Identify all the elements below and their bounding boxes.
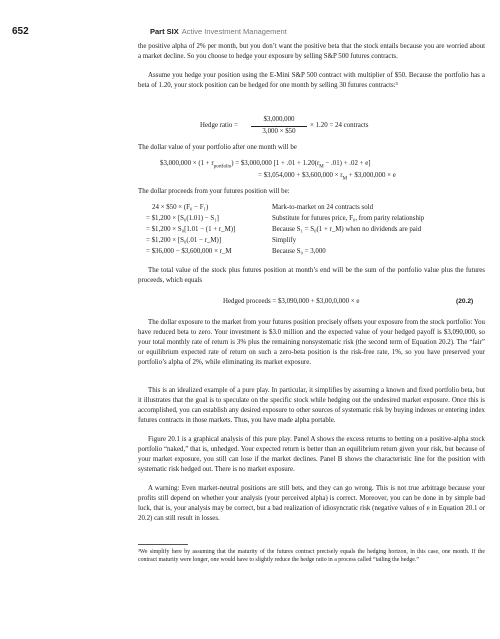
page-number: 652 — [12, 26, 29, 37]
hedge-ratio-rhs: × 1.20 = 24 contracts — [310, 122, 369, 129]
paragraph-dollar-exposure: The dollar exposure to the market from your futures position precisely offsets your exposure from the stock portfolio: You have reduced beta to zero. Your investment is $3.0 million and the expected value of your hedged payoff is $3,090,000, so your total monthly rate of return is 3% plus the remaining nonsystematic risk (the second term of Equation 20.2). The “fair” or equilibrium expected rate of return on such a zero-beta position is the risk-free rate, 1%, so you have preserved your portfolio’s alpha of 2%, while eliminating its market exposure. — [138, 319, 485, 366]
portfolio-eq-line2: = $3,054,000 + $3,600,000 × $r_M$ + $3,000,000 × e — [258, 172, 396, 182]
paragraph-figure-reference: Figure 20.1 is a graphical analysis of this pure play. Panel A shows the excess returns to betting on a positive-alpha stock portfolio “naked,” that is, unhedged. Your expected return is better than an equilibrium return given your risk, but because of your market exposure, you still can lose if the market declines. Panel B shows the characteristic line for the position with systematic risk hedged out. There is no market exposure. — [138, 436, 485, 473]
equation-number: (20.2) — [456, 298, 474, 305]
derivation-left: 24 × $50 × (F₀ − F₁) — [152, 204, 209, 211]
fraction-bar — [251, 126, 307, 127]
paragraph-intro: the positive alpha of 2% per month, but you don’t want the positive beta that the stock entails because you are worried about a market decline. So you choose to hedge your exposure by selling S&P 500 futures contracts. — [138, 43, 485, 60]
paragraph-warning: A warning: Even market-neutral positions are still bets, and they can go wrong. This is not true arbitrage because your profits still depend on whether your analysis (your perceived alpha) is correct. Moreover, you can be done in by simple bad luck, that is, your analysis may be correct, but a bad realization of idiosyncratic risk (negative values of e in Equation 20.1 or 20.2) can still result in losses. — [138, 485, 485, 522]
derivation-left: = $1,200 × S₀[1.01 − (1 + r_M)] — [146, 226, 236, 233]
derivation-right: Because S₁ = S₀(1 + r_M) when no dividends are paid — [272, 226, 422, 233]
paragraph-hedge-setup: Assume you hedge your position using the E-Mini S&P 500 contract with multiplier of $50. Because the portfolio has a beta of 1.20, your stock position can be hedged for one month by selling 30 futures contracts:³ — [138, 72, 485, 89]
paragraph-total-value: The total value of the stock plus futures position at month’s end will be the sum of the portfolio value plus the futures proceeds, which equals — [138, 267, 485, 284]
paragraph-futures-proceeds: The dollar proceeds from your futures position will be: — [138, 188, 290, 195]
footnote: ³We simplify here by assuming that the maturity of the futures contract precisely equals the hedging horizon, in this case, one month. If the contract maturity were longer, one would have to slightly reduce the hedge ratio in a process called “tailing the hedge.” — [138, 549, 485, 564]
derivation-right: Mark-to-market on 24 contracts sold — [272, 204, 374, 211]
hedge-ratio-denominator: 3,000 × $50 — [262, 128, 296, 135]
hedged-proceeds-text: Hedged proceeds = $3,090,000 + $3,00,0,000 × e — [223, 298, 360, 305]
footnote-rule — [138, 544, 188, 545]
paragraph-pure-play: This is an idealized example of a pure play. In particular, it simplifies by assuming a known and fixed portfolio beta, but it illustrates that the goal is to speculate on the specific stock while hedging out the undesired market exposure. Once this is accomplished, you can establish any desired exposure to other sources of systematic risk by buying indexes or entering index futures contracts in those markets. Thus, you have made alpha portable. — [138, 387, 485, 424]
derivation-left: = $36,000 − $3,600,000 × r_M — [146, 248, 232, 255]
paragraph-portfolio-value: The dollar value of your portfolio after one month will be — [138, 144, 297, 151]
part-label: Part SIX — [150, 27, 179, 36]
page-header — [12, 26, 488, 40]
running-head — [150, 27, 287, 36]
section-title: Active Investment Management — [181, 27, 287, 36]
derivation-right: Simplify — [272, 237, 297, 244]
derivation-left: = $1,200 × [S₀(.01 − r_M)] — [146, 237, 222, 244]
hedge-ratio-numerator: $3,000,000 — [263, 116, 295, 123]
derivation-left: = $1,200 × [S₀(1.01) − S₁] — [146, 215, 219, 222]
derivation-right: Substitute for futures price, F₀, from parity relationship — [272, 215, 425, 222]
derivation-right: Because S₀ = 3,000 — [272, 248, 326, 255]
portfolio-eq-line1: $3,000,000 × $(1 + r_{portfolio})$ = $3,000,000 $[1 + .01 + 1.20(r_M - .01) + .02 + e]$ — [160, 160, 371, 170]
hedge-ratio-lhs: Hedge ratio = — [200, 122, 238, 129]
